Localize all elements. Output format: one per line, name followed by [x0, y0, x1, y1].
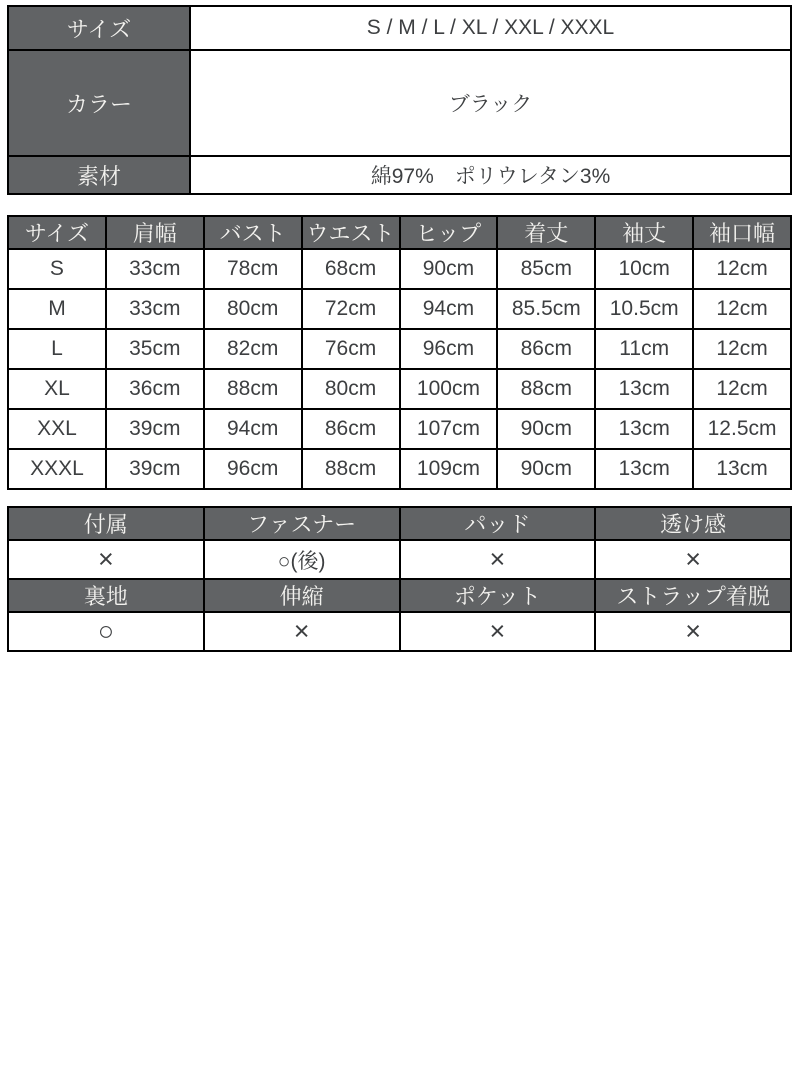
size-chart-measurement: 96cm — [400, 329, 498, 369]
size-chart-column-header: サイズ — [8, 216, 106, 249]
size-chart-measurement: 36cm — [106, 369, 204, 409]
product-info-label: カラー — [8, 50, 190, 156]
feature-name: パッド — [400, 507, 596, 540]
feature-name: 付属 — [8, 507, 204, 540]
feature-value: × — [595, 540, 791, 579]
size-chart-row — [8, 329, 791, 369]
size-chart-measurement: 94cm — [204, 409, 302, 449]
size-chart-measurement: 88cm — [302, 449, 400, 489]
size-chart-measurement: 107cm — [400, 409, 498, 449]
size-chart-measurement: 13cm — [595, 409, 693, 449]
size-chart-row — [8, 449, 791, 489]
size-chart-measurement: 88cm — [497, 369, 595, 409]
size-chart-measurement: 12cm — [693, 289, 791, 329]
size-chart-measurement: 100cm — [400, 369, 498, 409]
product-info-row — [8, 50, 791, 156]
size-chart-measurement: 12cm — [693, 249, 791, 289]
size-chart-header-row — [8, 216, 791, 249]
product-info-value: ブラック — [190, 50, 791, 156]
product-info-value: 綿97% ポリウレタン3% — [190, 156, 791, 194]
feature-name: 裏地 — [8, 579, 204, 612]
size-chart-measurement: 85cm — [497, 249, 595, 289]
size-chart-column-header: 着丈 — [497, 216, 595, 249]
size-chart-size-label: XXXL — [8, 449, 106, 489]
size-chart-measurement: 94cm — [400, 289, 498, 329]
size-chart-measurement: 12.5cm — [693, 409, 791, 449]
feature-value: × — [400, 540, 596, 579]
feature-header-row — [8, 579, 791, 612]
feature-value-row — [8, 540, 791, 579]
size-chart-measurement: 13cm — [595, 369, 693, 409]
size-chart-measurement: 39cm — [106, 409, 204, 449]
product-info-label: サイズ — [8, 6, 190, 50]
size-chart-row — [8, 249, 791, 289]
size-chart-size-label: XXL — [8, 409, 106, 449]
size-chart-measurement: 88cm — [204, 369, 302, 409]
size-chart-column-header: バスト — [204, 216, 302, 249]
size-chart-measurement: 86cm — [497, 329, 595, 369]
size-chart-size-label: M — [8, 289, 106, 329]
size-chart-table — [7, 215, 792, 490]
feature-value: × — [204, 612, 400, 651]
product-info-row — [8, 6, 791, 50]
size-chart-measurement: 13cm — [693, 449, 791, 489]
size-chart-measurement: 10cm — [595, 249, 693, 289]
size-chart-measurement: 82cm — [204, 329, 302, 369]
feature-name: 透け感 — [595, 507, 791, 540]
size-chart-measurement: 13cm — [595, 449, 693, 489]
size-chart-measurement: 109cm — [400, 449, 498, 489]
size-chart-measurement: 80cm — [302, 369, 400, 409]
size-chart-measurement: 39cm — [106, 449, 204, 489]
size-chart-measurement: 80cm — [204, 289, 302, 329]
size-chart-column-header: ヒップ — [400, 216, 498, 249]
feature-value-row — [8, 612, 791, 651]
size-chart-row — [8, 369, 791, 409]
size-chart-measurement: 86cm — [302, 409, 400, 449]
size-chart-row — [8, 409, 791, 449]
size-chart-row — [8, 289, 791, 329]
product-info-value: S / M / L / XL / XXL / XXXL — [190, 6, 791, 50]
size-chart-column-header: 肩幅 — [106, 216, 204, 249]
size-chart-measurement: 68cm — [302, 249, 400, 289]
feature-name: ストラップ着脱 — [595, 579, 791, 612]
size-chart-measurement: 33cm — [106, 249, 204, 289]
size-chart-size-label: XL — [8, 369, 106, 409]
size-chart-measurement: 96cm — [204, 449, 302, 489]
size-chart-measurement: 85.5cm — [497, 289, 595, 329]
size-chart-measurement: 12cm — [693, 329, 791, 369]
size-chart-size-label: S — [8, 249, 106, 289]
size-chart-measurement: 72cm — [302, 289, 400, 329]
feature-value: × — [595, 612, 791, 651]
feature-value: × — [400, 612, 596, 651]
size-chart-measurement: 35cm — [106, 329, 204, 369]
size-chart-column-header: 袖丈 — [595, 216, 693, 249]
size-chart-measurement: 90cm — [497, 409, 595, 449]
size-chart-measurement: 90cm — [497, 449, 595, 489]
size-chart-measurement: 11cm — [595, 329, 693, 369]
feature-value: ○ — [8, 612, 204, 651]
feature-name: ポケット — [400, 579, 596, 612]
feature-value: ○(後) — [204, 540, 400, 579]
size-chart-measurement: 33cm — [106, 289, 204, 329]
size-chart-column-header: ウエスト — [302, 216, 400, 249]
product-info-label: 素材 — [8, 156, 190, 194]
feature-header-row — [8, 507, 791, 540]
size-chart-measurement: 90cm — [400, 249, 498, 289]
feature-value: × — [8, 540, 204, 579]
size-chart-size-label: L — [8, 329, 106, 369]
size-chart-measurement: 78cm — [204, 249, 302, 289]
size-chart-measurement: 10.5cm — [595, 289, 693, 329]
size-chart-measurement: 12cm — [693, 369, 791, 409]
size-chart-column-header: 袖口幅 — [693, 216, 791, 249]
feature-name: 伸縮 — [204, 579, 400, 612]
feature-name: ファスナー — [204, 507, 400, 540]
features-table — [7, 506, 792, 652]
product-info-table — [7, 5, 792, 195]
product-info-row — [8, 156, 791, 194]
size-chart-measurement: 76cm — [302, 329, 400, 369]
